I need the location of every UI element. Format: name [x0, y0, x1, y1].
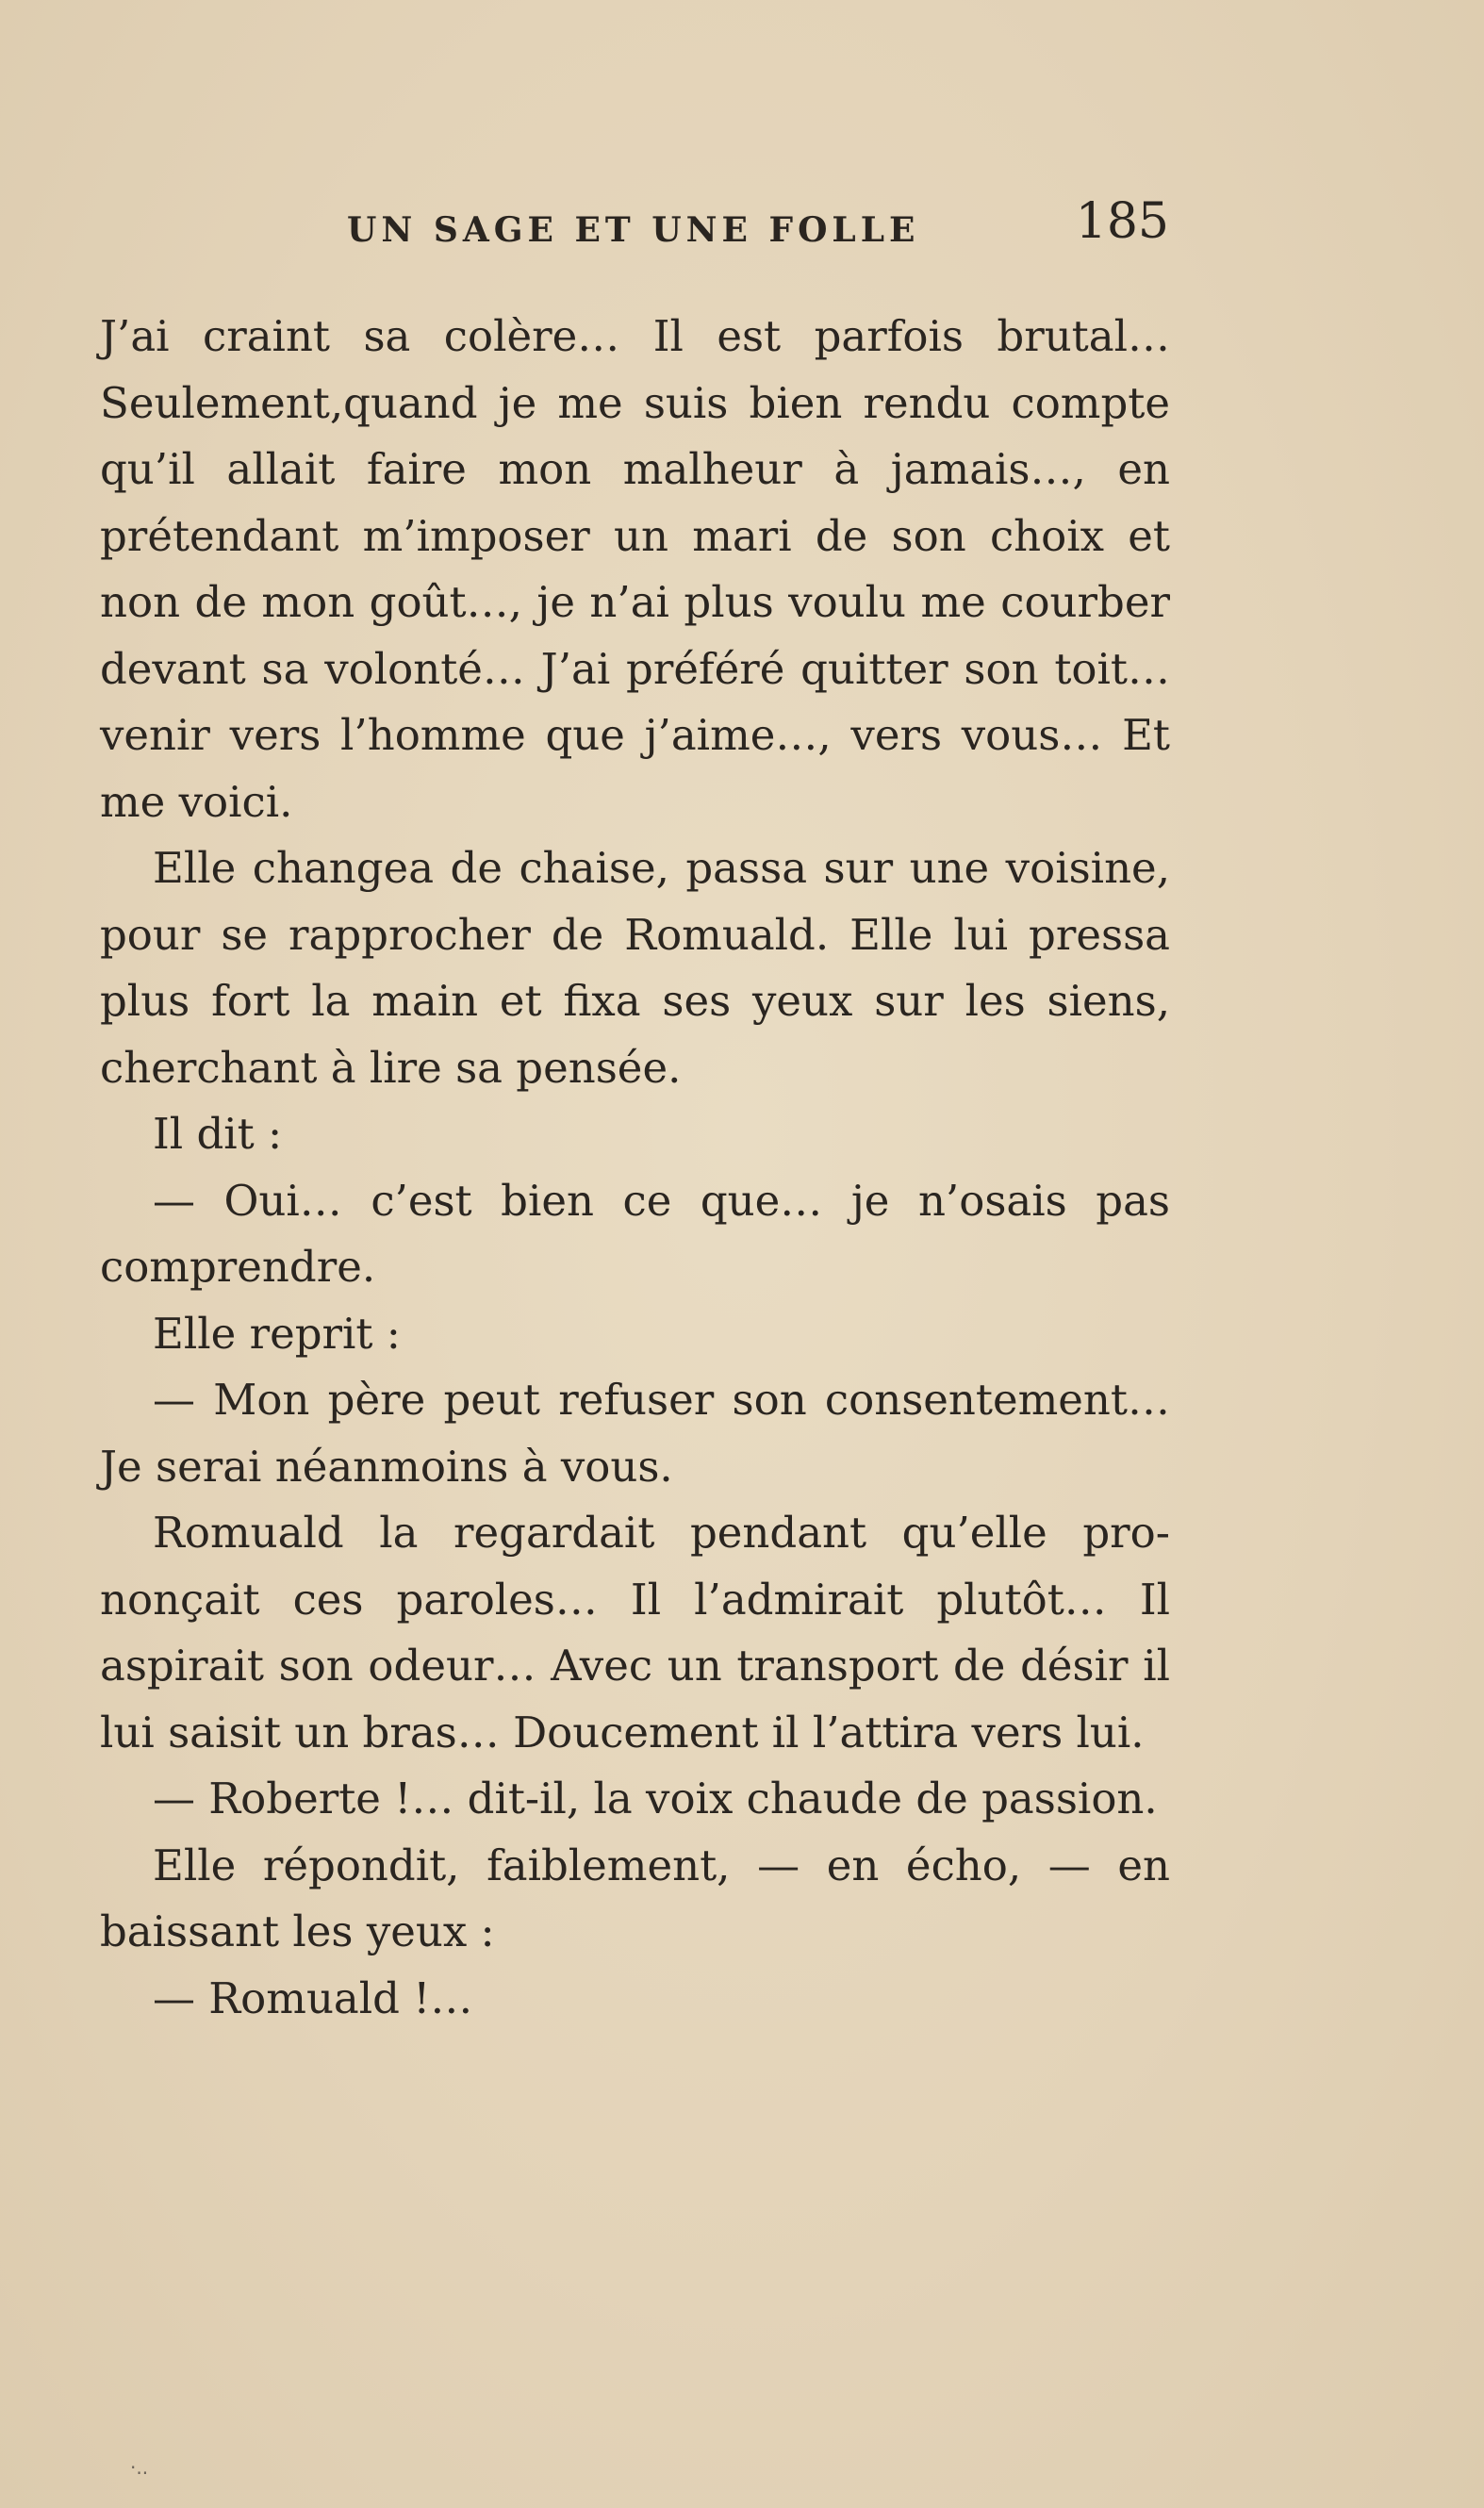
paragraph: Elle reprit :	[153, 1308, 401, 1359]
paper-specks: ·..	[130, 2456, 149, 2479]
paragraph: — Roberte !… dit-il, la voix chaude de passion.	[153, 1774, 1158, 1823]
page-number: 185	[1075, 193, 1169, 250]
page-header	[102, 193, 1169, 259]
paragraph: J’ai craint sa colère… Il est parfois brutal… Seulement,quand je me suis bien rendu compte qu’il allait faire mon malheur à jamais…, en prétendant m’imposer un mari de son choix et non de mon goût…, je n’ai plus voulu me courber devant sa volonté… J’ai préféré quitter son toit… venir vers l’homme que j’aime…, vers vous… Et me voici.	[100, 311, 1170, 827]
paragraph: Elle répondit, faiblement, — en écho, — en baissant les yeux :	[100, 1840, 1170, 1956]
running-title: UN SAGE ET UNE FOLLE	[347, 210, 920, 250]
paragraph: — Mon père peut refuser son consentement… Je serai néanmoins à vous.	[100, 1375, 1170, 1492]
paragraph: — Oui… c’est bien ce que… je n’osais pas comprendre.	[100, 1175, 1170, 1292]
paragraph: Romuald la regardait pendant qu’elle prononçait ces paroles… Il l’admirait plutôt… Il aspirait son odeur… Avec un transport de désir il lui saisit un bras… Doucement il l’attira vers lui.	[100, 1508, 1170, 1757]
paragraph: Elle changea de chaise, passa sur une voisine, pour se rapprocher de Romuald. Elle lui pressa plus fort la main et fixa ses yeux sur les siens, cherchant à lire sa pensée.	[100, 843, 1170, 1093]
paragraph: Il dit :	[153, 1109, 283, 1159]
body-text	[100, 304, 1170, 2032]
paragraph: — Romuald !…	[153, 1972, 473, 2023]
